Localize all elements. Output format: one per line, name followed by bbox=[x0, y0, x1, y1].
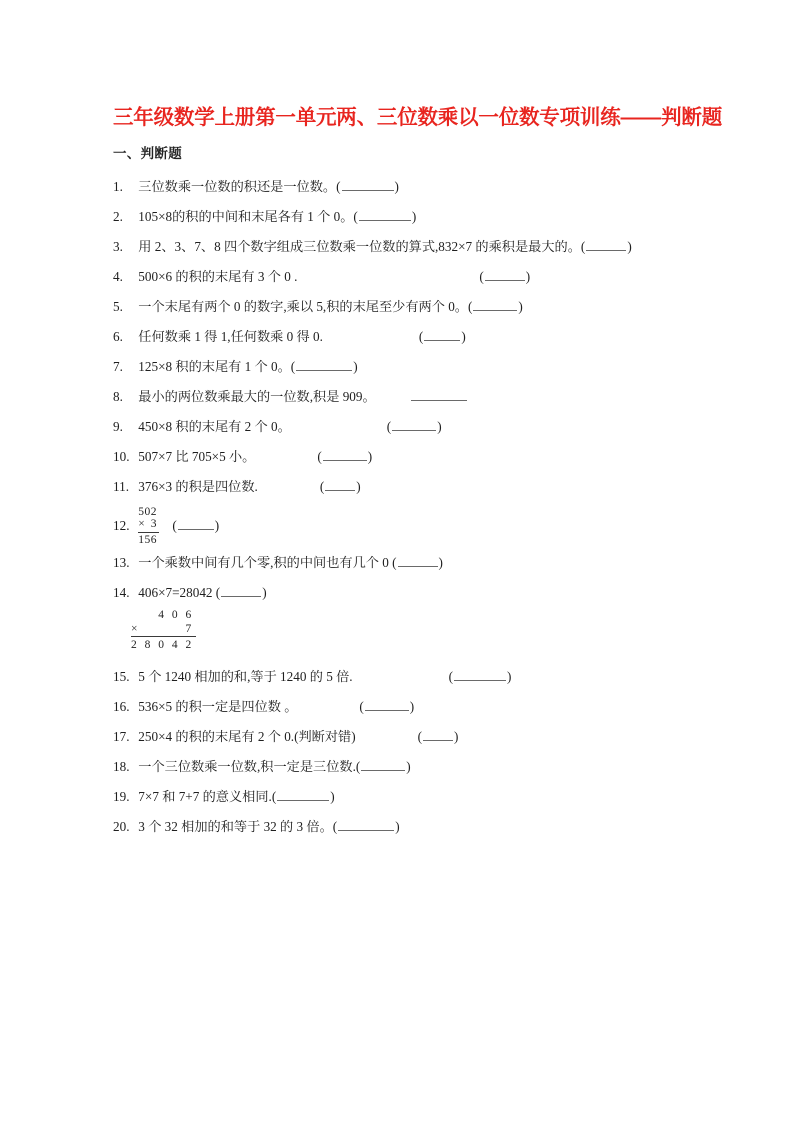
question-item bbox=[113, 172, 713, 202]
multiplier: 7 bbox=[185, 623, 194, 635]
paren-open: ( bbox=[448, 669, 453, 684]
paren-close: ) bbox=[438, 555, 443, 570]
multiplier-row bbox=[131, 622, 196, 637]
answer-blank[interactable] bbox=[423, 729, 453, 741]
question-number: 1. bbox=[113, 179, 123, 194]
question-item bbox=[113, 232, 713, 262]
paren-close: ) bbox=[394, 179, 399, 194]
question-number: 4. bbox=[113, 269, 123, 284]
paren-close: ) bbox=[518, 299, 523, 314]
question-number: 12. bbox=[113, 517, 130, 533]
answer-blank[interactable] bbox=[454, 669, 506, 681]
paren-open: ( bbox=[317, 449, 322, 464]
question-item bbox=[113, 442, 713, 472]
answer-blank[interactable] bbox=[359, 209, 411, 221]
answer-blank[interactable] bbox=[392, 419, 436, 431]
answer-blank[interactable] bbox=[325, 479, 355, 491]
paren-close: ) bbox=[262, 585, 267, 600]
question-number: 16. bbox=[113, 699, 130, 714]
vertical-multiplication-q12 bbox=[138, 506, 159, 547]
paren-close: ) bbox=[411, 209, 417, 224]
question-text: 105×8的积的中间和末尾各有 1 个 0。( bbox=[138, 209, 358, 224]
question-number: 5. bbox=[113, 299, 123, 314]
question-number: 3. bbox=[113, 239, 123, 254]
answer-blank[interactable] bbox=[178, 518, 214, 530]
question-item bbox=[113, 812, 713, 842]
paren-close: ) bbox=[627, 239, 632, 254]
paren-open: ( bbox=[319, 479, 325, 494]
question-item bbox=[113, 752, 713, 782]
question-item-vertical-multiplication bbox=[113, 502, 713, 548]
question-number: 17. bbox=[113, 729, 130, 744]
question-number: 11. bbox=[113, 479, 129, 494]
product: 2 8 0 4 2 bbox=[131, 639, 194, 651]
paren-open: ( bbox=[386, 419, 392, 434]
question-number: 18. bbox=[113, 759, 130, 774]
question-text: 376×3 的积是四位数. bbox=[138, 479, 258, 494]
question-text: 最小的两位数乘最大的一位数,积是 909。 bbox=[138, 389, 376, 404]
paren-close: ) bbox=[461, 329, 466, 344]
answer-blank[interactable] bbox=[221, 585, 261, 597]
question-text: 450×8 积的末尾有 2 个 0。 bbox=[138, 419, 291, 434]
paren-close: ) bbox=[367, 449, 373, 464]
paren-open: ( bbox=[479, 269, 484, 284]
page-title: 三年级数学上册第一单元两、三位数乘以一位数专项训练——判断题 bbox=[113, 106, 722, 129]
question-text: 536×5 的积一定是四位数 。 bbox=[138, 699, 298, 714]
answer-blank[interactable] bbox=[365, 699, 409, 711]
answer-paren-group bbox=[172, 503, 219, 549]
paren-open: ( bbox=[359, 699, 364, 714]
question-text: 125×8 积的末尾有 1 个 0。( bbox=[138, 359, 296, 374]
vertical-multiplication bbox=[131, 608, 196, 652]
paren-close: ) bbox=[406, 759, 411, 774]
question-text: 一个三位数乘一位数,积一定是三位数.( bbox=[138, 759, 361, 774]
multiplier-row bbox=[138, 518, 159, 533]
question-number: 8. bbox=[113, 389, 123, 404]
question-item bbox=[113, 472, 713, 502]
answer-blank[interactable] bbox=[342, 179, 394, 191]
answer-blank[interactable] bbox=[473, 299, 517, 311]
question-list bbox=[113, 172, 713, 842]
paren-open: ( bbox=[172, 517, 177, 533]
product: 156 bbox=[138, 533, 158, 546]
question-text: 3 个 32 相加的和等于 32 的 3 倍。( bbox=[138, 819, 338, 834]
question-item bbox=[113, 578, 713, 608]
answer-blank[interactable] bbox=[398, 555, 438, 567]
question-text: 一个乘数中间有几个零,积的中间也有几个 0 ( bbox=[138, 555, 397, 570]
paren-close: ) bbox=[356, 479, 361, 494]
question-text: 用 2、3、7、8 四个数字组成三位数乘一位数的算式,832×7 的乘积是最大的。( bbox=[138, 239, 586, 254]
question-number: 6. bbox=[113, 329, 123, 344]
paren-open: ( bbox=[418, 329, 424, 344]
answer-blank[interactable] bbox=[361, 759, 405, 771]
answer-blank[interactable] bbox=[586, 239, 626, 251]
question-number: 9. bbox=[113, 419, 123, 434]
question-item bbox=[113, 412, 713, 442]
question-number: 20. bbox=[113, 819, 130, 834]
answer-blank[interactable] bbox=[277, 789, 329, 801]
question-item bbox=[113, 548, 713, 578]
answer-blank[interactable] bbox=[485, 269, 525, 281]
answer-blank[interactable] bbox=[296, 359, 352, 371]
multiplier: 3 bbox=[150, 518, 158, 531]
question-item bbox=[113, 722, 713, 752]
question-number: 15. bbox=[113, 669, 130, 684]
question-text: 三位数乘一位数的积还是一位数。( bbox=[138, 179, 341, 194]
paren-close: ) bbox=[525, 269, 531, 284]
question-number: 10. bbox=[113, 449, 130, 464]
vertical-multiplication-q14-work bbox=[113, 608, 713, 662]
answer-blank[interactable] bbox=[411, 389, 467, 401]
question-text: 任何数乘 1 得 1,任何数乘 0 得 0. bbox=[138, 329, 323, 344]
question-text: 500×6 的积的末尾有 3 个 0 . bbox=[138, 269, 298, 284]
question-text: 5 个 1240 相加的和,等于 1240 的 5 倍. bbox=[138, 669, 353, 684]
question-text: 一个末尾有两个 0 的数字,乘以 5,积的末尾至少有两个 0。( bbox=[138, 299, 473, 314]
paren-close: ) bbox=[395, 819, 400, 834]
question-item bbox=[113, 662, 713, 692]
paren-close: ) bbox=[454, 729, 459, 744]
answer-blank[interactable] bbox=[338, 819, 394, 831]
question-number: 2. bbox=[113, 209, 123, 224]
question-number: 19. bbox=[113, 789, 130, 804]
question-text: 250×4 的积的末尾有 2 个 0.(判断对错) bbox=[138, 729, 356, 744]
multiplicand: 502 bbox=[138, 505, 158, 518]
question-text: 7×7 和 7+7 的意义相同.( bbox=[138, 789, 277, 804]
multiply-operator: × bbox=[138, 518, 146, 531]
question-item bbox=[113, 352, 713, 382]
question-item bbox=[113, 322, 713, 352]
question-item bbox=[113, 262, 713, 292]
question-item bbox=[113, 692, 713, 722]
paren-close: ) bbox=[409, 699, 415, 714]
paren-close: ) bbox=[507, 669, 512, 684]
answer-blank[interactable] bbox=[323, 449, 367, 461]
multiplicand: 4 0 6 bbox=[158, 609, 194, 621]
paren-close: ) bbox=[214, 517, 220, 533]
paren-open: ( bbox=[417, 729, 423, 744]
answer-blank[interactable] bbox=[424, 329, 460, 341]
question-number: 7. bbox=[113, 359, 123, 374]
multiply-operator: × bbox=[131, 623, 138, 635]
question-text: 406×7=28042 ( bbox=[138, 585, 221, 600]
question-number: 13. bbox=[113, 555, 130, 570]
question-item bbox=[113, 292, 713, 322]
question-number: 14. bbox=[113, 585, 130, 600]
paren-close: ) bbox=[330, 789, 335, 804]
question-item bbox=[113, 382, 713, 412]
question-item bbox=[113, 782, 713, 812]
paren-close: ) bbox=[437, 419, 442, 434]
question-item bbox=[113, 202, 713, 232]
paren-close: ) bbox=[353, 359, 358, 374]
question-text: 507×7 比 705×5 小。 bbox=[138, 449, 256, 464]
section-heading: 一、判断题 bbox=[113, 146, 182, 161]
